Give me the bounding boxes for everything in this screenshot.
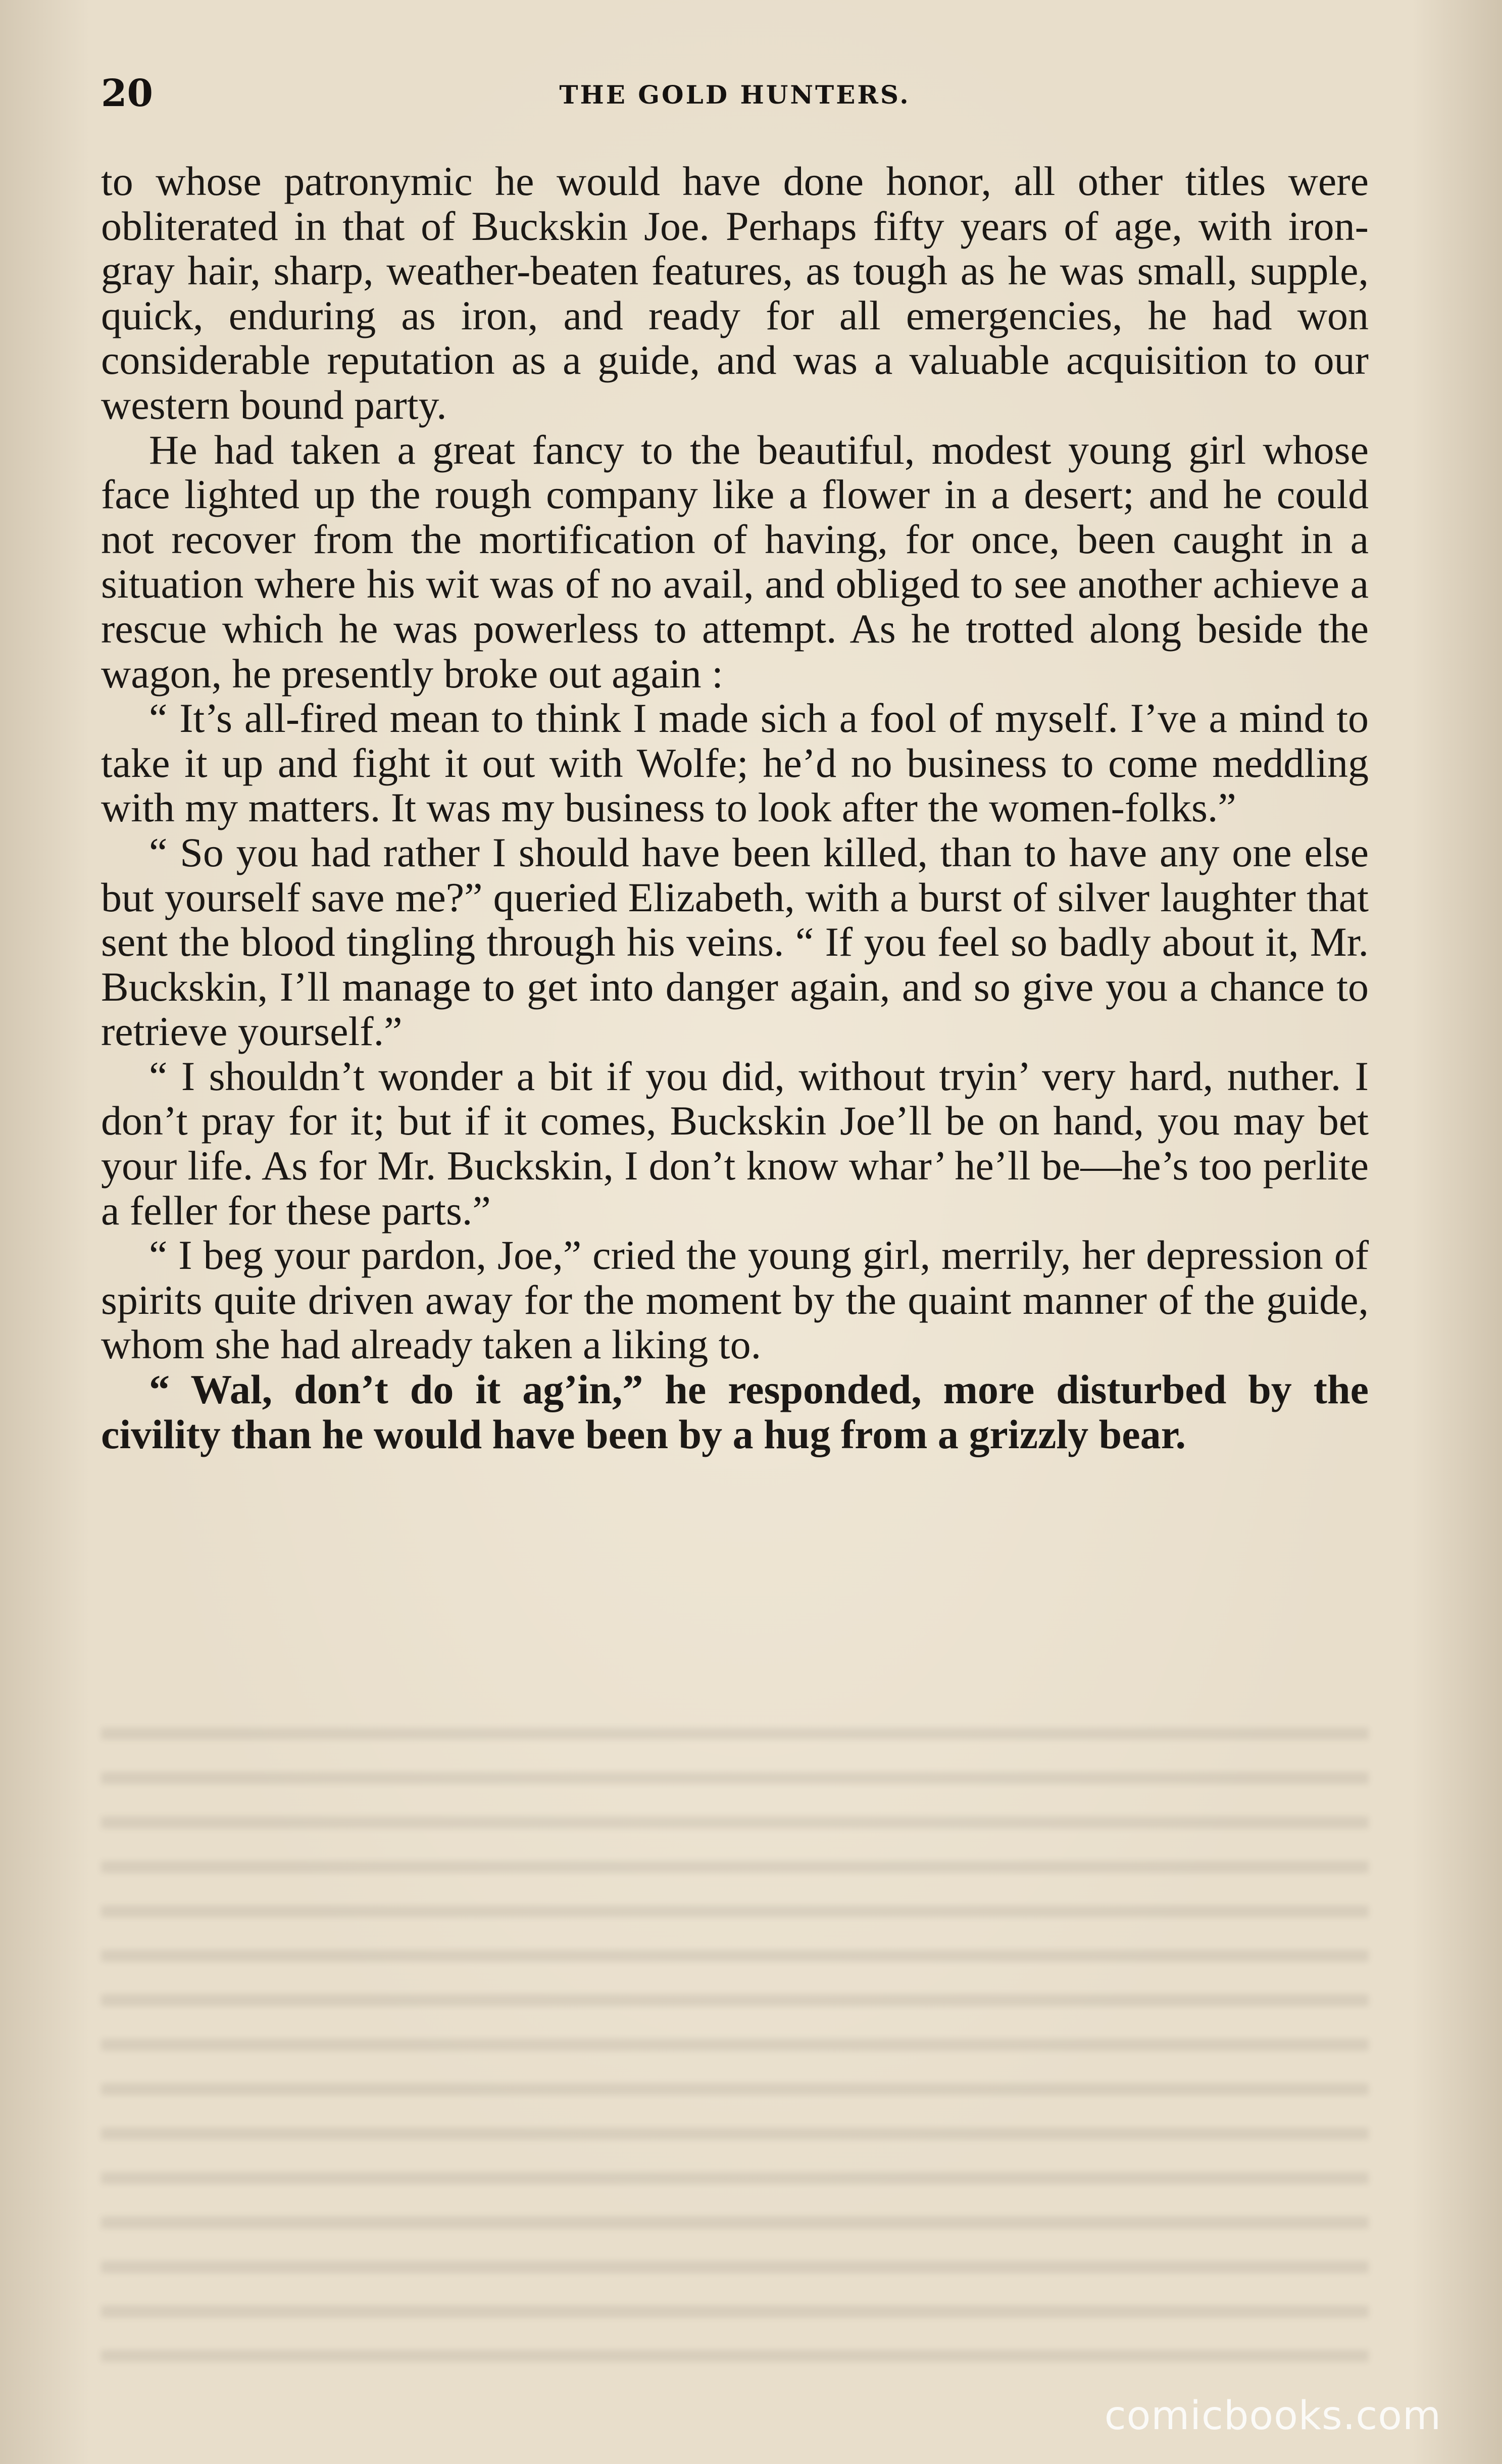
paragraph: “ It’s all-fired mean to think I made sich a fool of myself. I’ve a mind to take it up and fight it out with Wolfe; he’d no business to come meddling with my matters. It was my business to look after the women-folks.”: [101, 695, 1369, 831]
paragraph: “ Wal, don’t do it ag’in,” he responded, more disturbed by the civility than he would have been by a hug from a grizzly bear.: [101, 1366, 1369, 1457]
paragraph: “ I shouldn’t wonder a bit if you did, without tryin’ very hard, nuther. I don’t pray for it; but if it comes, Buckskin Joe’ll be on hand, you may bet your life. As for Mr. Buckskin, I don’t know whar’ he’ll be—he’s too perlite a feller for these parts.”: [101, 1053, 1369, 1234]
page-number: 20: [101, 72, 153, 115]
paragraph: “ I beg your pardon, Joe,” cried the young girl, merrily, her depression of spirits quite driven away for the moment by the quaint manner of the guide, whom she had already taken a liking to.: [101, 1232, 1369, 1368]
page-header: [101, 71, 1369, 116]
bleed-through-texture: [101, 1728, 1369, 2384]
watermark: comicbooks.com: [1104, 2393, 1441, 2439]
paragraph: to whose patronymic he would have done honor, all other titles were obliterated in that of Buckskin Joe. Perhaps fifty years of age, with iron-gray hair, sharp, weather-beaten features, as tough as he was small, supple, quick, enduring as iron, and ready for all emergencies, he had won considerable reputation as a guide, and was a valuable acquisition to our western bound party.: [101, 158, 1369, 428]
body-text: [101, 159, 1369, 1457]
running-head: THE GOLD HUNTERS.: [559, 80, 911, 110]
paragraph: He had taken a great fancy to the beautiful, modest young girl whose face lighted up the rough company like a flower in a desert; and he could not recover from the mortification of having, for once, been caught in a situation where his wit was of no avail, and obliged to see another achieve a rescue which he was powerless to attempt. As he trotted along beside the wagon, he presently broke out again :: [101, 426, 1369, 697]
paragraph: “ So you had rather I should have been killed, than to have any one else but yourself save me?” queried Elizabeth, with a burst of silver laughter that sent the blood tingling through his veins. “ If you feel so badly about it, Mr. Buckskin, I’ll manage to get into danger again, and so give you a chance to retrieve yourself.”: [101, 829, 1369, 1055]
